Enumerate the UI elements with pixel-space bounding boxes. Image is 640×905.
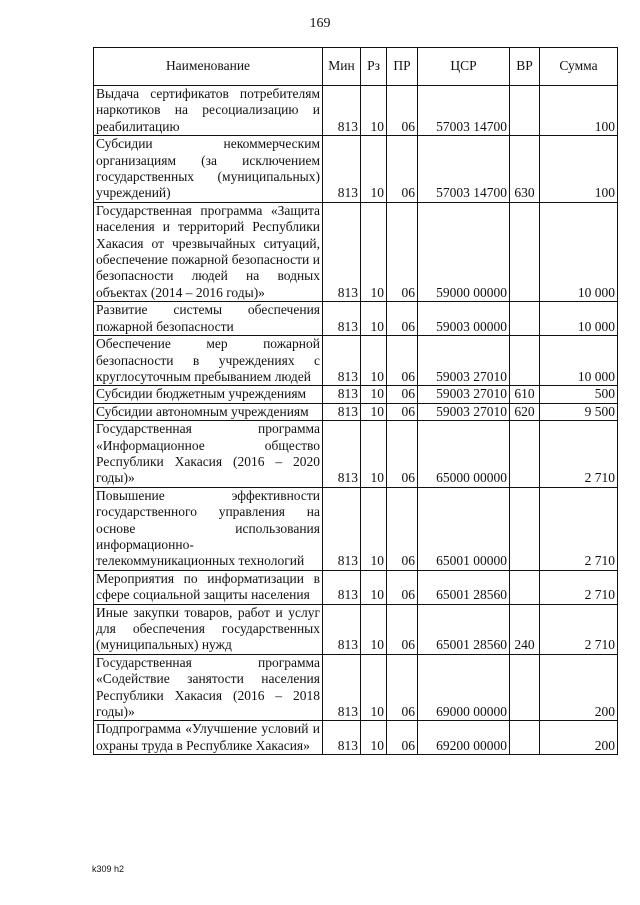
- cell-csr: 57003 14700: [418, 86, 510, 136]
- cell-min: 813: [323, 403, 361, 420]
- cell-name: Иные закупки товаров, работ и услуг для обеспечения государственных (муниципальных) нужд: [94, 604, 323, 654]
- cell-vr: 620: [510, 403, 540, 420]
- table-row: [94, 386, 618, 403]
- cell-min: 813: [323, 86, 361, 136]
- cell-min: 813: [323, 136, 361, 203]
- table-row: [94, 202, 618, 301]
- cell-pr: 06: [387, 86, 418, 136]
- cell-pr: 06: [387, 302, 418, 336]
- cell-name: Субсидии некоммерческим организациям (за исключением государственных (муниципальных) учреждений): [94, 136, 323, 203]
- cell-csr: 65000 00000: [418, 421, 510, 488]
- cell-pr: 06: [387, 386, 418, 403]
- table-row: [94, 136, 618, 203]
- cell-sum: 2 710: [540, 570, 618, 604]
- cell-vr: [510, 654, 540, 721]
- cell-pr: 06: [387, 421, 418, 488]
- cell-csr: 57003 14700: [418, 136, 510, 203]
- cell-sum: 10 000: [540, 202, 618, 301]
- cell-rz: 10: [361, 721, 387, 755]
- cell-min: 813: [323, 302, 361, 336]
- cell-pr: 06: [387, 654, 418, 721]
- cell-sum: 500: [540, 386, 618, 403]
- cell-min: 813: [323, 487, 361, 570]
- cell-pr: 06: [387, 403, 418, 420]
- cell-vr: [510, 421, 540, 488]
- cell-sum: 100: [540, 86, 618, 136]
- cell-sum: 2 710: [540, 421, 618, 488]
- cell-rz: 10: [361, 86, 387, 136]
- cell-pr: 06: [387, 202, 418, 301]
- header-vr: ВР: [510, 48, 540, 86]
- header-rz: Рз: [361, 48, 387, 86]
- cell-csr: 65001 00000: [418, 487, 510, 570]
- page-number: 169: [309, 16, 331, 31]
- cell-pr: 06: [387, 136, 418, 203]
- cell-vr: [510, 202, 540, 301]
- table-row: [94, 403, 618, 420]
- cell-sum: 10 000: [540, 336, 618, 386]
- table-row: [94, 86, 618, 136]
- table-row: [94, 570, 618, 604]
- cell-csr: 65001 28560: [418, 604, 510, 654]
- cell-pr: 06: [387, 604, 418, 654]
- header-sum: Сумма: [540, 48, 618, 86]
- cell-name: Обеспечение мер пожарной безопасности в учреждениях с круглосуточным пребыванием людей: [94, 336, 323, 386]
- cell-min: 813: [323, 654, 361, 721]
- cell-pr: 06: [387, 721, 418, 755]
- cell-csr: 69000 00000: [418, 654, 510, 721]
- table-row: [94, 721, 618, 755]
- table-row: [94, 421, 618, 488]
- cell-name: Субсидии бюджетным учреждениям: [94, 386, 323, 403]
- cell-min: 813: [323, 336, 361, 386]
- cell-pr: 06: [387, 570, 418, 604]
- cell-name: Государственная программа «Защита населения и территорий Республики Хакасия от чрезвычайных ситуаций, обеспечение пожарной безопасности и безопасности людей на водных объектах (2014 – 2016 годы)»: [94, 202, 323, 301]
- cell-csr: 65001 28560: [418, 570, 510, 604]
- cell-rz: 10: [361, 202, 387, 301]
- header-name: Наименование: [94, 48, 323, 86]
- cell-name: Государственная программа «Содействие занятости населения Республики Хакасия (2016 – 2018 годы)»: [94, 654, 323, 721]
- table-row: [94, 336, 618, 386]
- cell-name: Государственная программа «Информационное общество Республики Хакасия (2016 – 2020 годы)»: [94, 421, 323, 488]
- cell-vr: [510, 86, 540, 136]
- table-header-row: [94, 48, 618, 86]
- cell-rz: 10: [361, 604, 387, 654]
- cell-name: Повышение эффективности государственного управления на основе использования информационно-телекоммуникационных технологий: [94, 487, 323, 570]
- header-csr: ЦСР: [418, 48, 510, 86]
- cell-vr: [510, 487, 540, 570]
- cell-min: 813: [323, 604, 361, 654]
- cell-min: 813: [323, 421, 361, 488]
- cell-vr: [510, 302, 540, 336]
- cell-name: Выдача сертификатов потребителям наркотиков на ресоциализацию и реабилитацию: [94, 86, 323, 136]
- budget-table: [93, 47, 618, 755]
- cell-rz: 10: [361, 386, 387, 403]
- cell-pr: 06: [387, 336, 418, 386]
- cell-csr: 59003 00000: [418, 302, 510, 336]
- table-row: [94, 654, 618, 721]
- cell-sum: 10 000: [540, 302, 618, 336]
- cell-rz: 10: [361, 570, 387, 604]
- cell-pr: 06: [387, 487, 418, 570]
- table-row: [94, 487, 618, 570]
- cell-sum: 200: [540, 654, 618, 721]
- cell-sum: 200: [540, 721, 618, 755]
- cell-name: Развитие системы обеспечения пожарной безопасности: [94, 302, 323, 336]
- header-pr: ПР: [387, 48, 418, 86]
- cell-vr: 610: [510, 386, 540, 403]
- table-row: [94, 302, 618, 336]
- cell-vr: [510, 721, 540, 755]
- cell-vr: 630: [510, 136, 540, 203]
- cell-csr: 59003 27010: [418, 403, 510, 420]
- cell-rz: 10: [361, 421, 387, 488]
- cell-csr: 59000 00000: [418, 202, 510, 301]
- cell-min: 813: [323, 570, 361, 604]
- cell-sum: 100: [540, 136, 618, 203]
- cell-sum: 2 710: [540, 487, 618, 570]
- cell-rz: 10: [361, 336, 387, 386]
- cell-csr: 59003 27010: [418, 336, 510, 386]
- footer-code: k309 h2: [92, 864, 125, 874]
- cell-name: Подпрограмма «Улучшение условий и охраны труда в Республике Хакасия»: [94, 721, 323, 755]
- cell-csr: 59003 27010: [418, 386, 510, 403]
- cell-rz: 10: [361, 654, 387, 721]
- cell-rz: 10: [361, 302, 387, 336]
- table-row: [94, 604, 618, 654]
- cell-rz: 10: [361, 487, 387, 570]
- header-min: Мин: [323, 48, 361, 86]
- cell-vr: 240: [510, 604, 540, 654]
- cell-vr: [510, 336, 540, 386]
- cell-min: 813: [323, 721, 361, 755]
- cell-csr: 69200 00000: [418, 721, 510, 755]
- cell-sum: 9 500: [540, 403, 618, 420]
- cell-name: Мероприятия по информатизации в сфере социальной защиты населения: [94, 570, 323, 604]
- cell-rz: 10: [361, 136, 387, 203]
- cell-min: 813: [323, 386, 361, 403]
- cell-name: Субсидии автономным учреждениям: [94, 403, 323, 420]
- cell-sum: 2 710: [540, 604, 618, 654]
- cell-vr: [510, 570, 540, 604]
- cell-min: 813: [323, 202, 361, 301]
- cell-rz: 10: [361, 403, 387, 420]
